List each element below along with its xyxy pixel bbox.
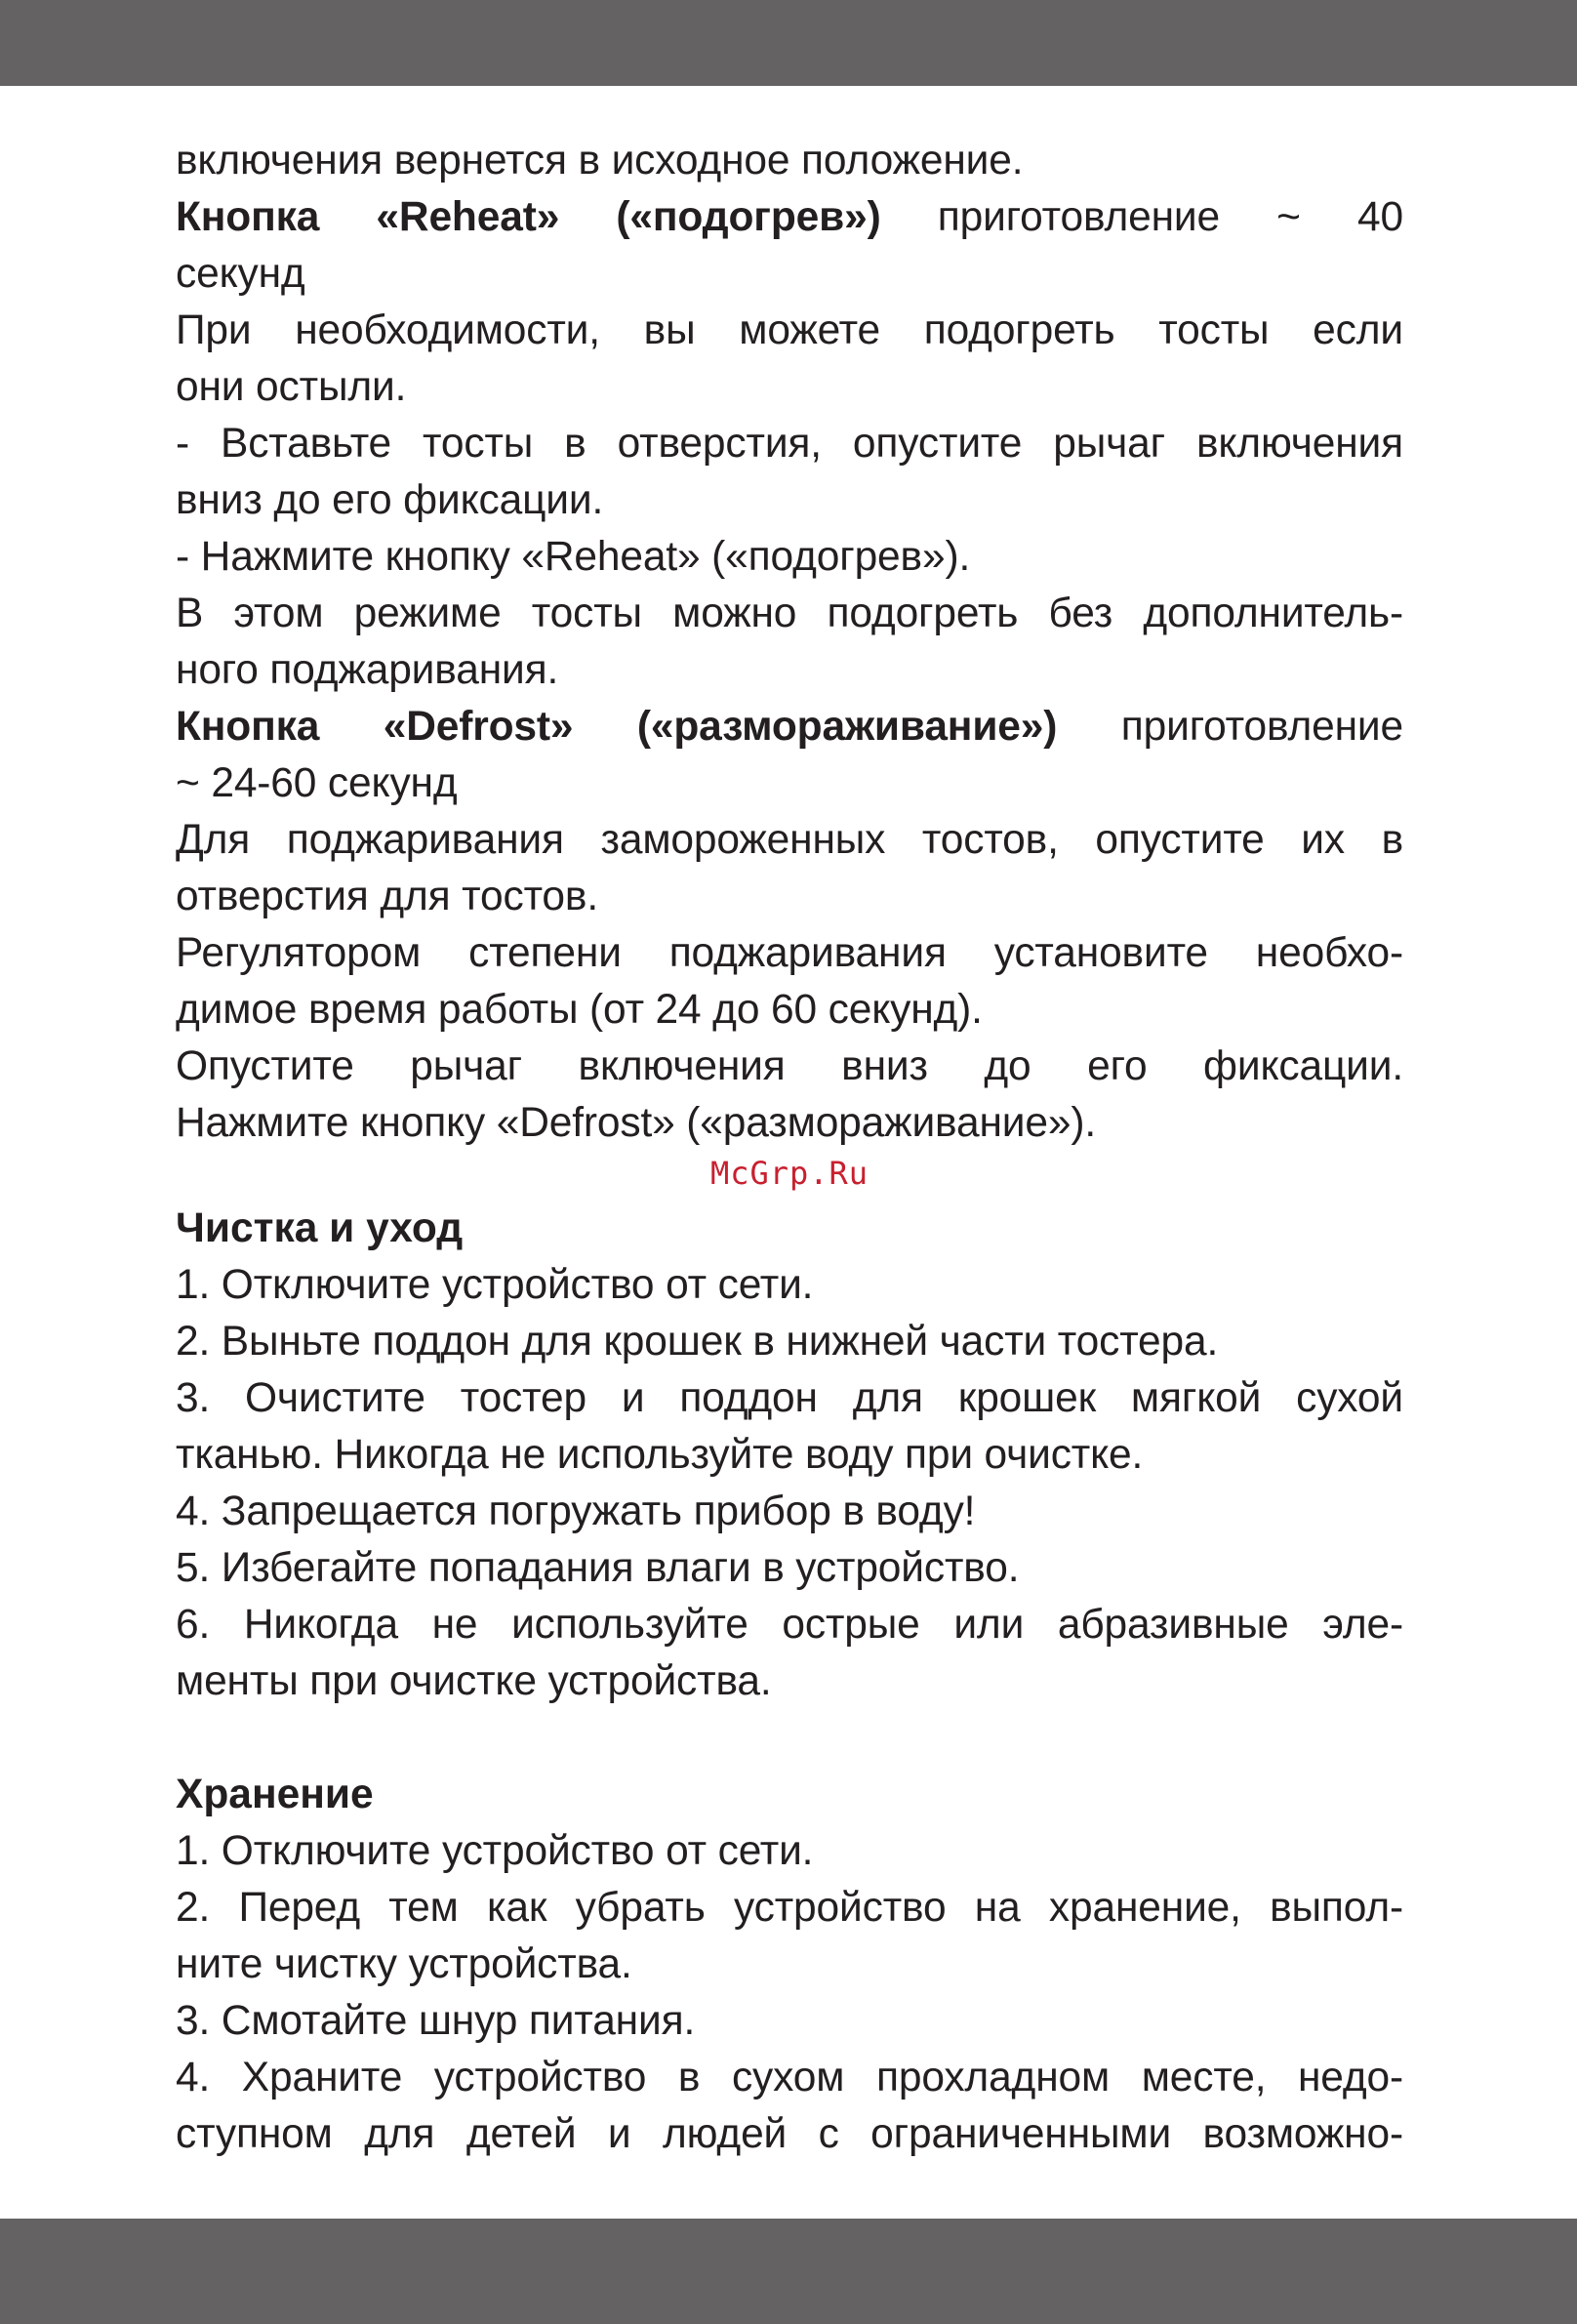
cleaning-heading: Чистка и уход — [176, 1205, 464, 1251]
storage-heading: Хранение — [176, 1772, 374, 1817]
section-gap — [176, 1710, 1403, 1767]
list-item: 2. Перед тем как убрать устройство на хранение, выпол- — [176, 1885, 1403, 1931]
list-item: 3. Смотайте шнур питания. — [176, 1998, 696, 2044]
text-line: Опустите рычаг включения вниз до его фиксации. — [176, 1043, 1403, 1089]
list-item: тканью. Никогда не используйте воду при очистке. — [176, 1432, 1144, 1478]
text-line: они остыли. — [176, 364, 407, 410]
reheat-title-line — [176, 189, 1403, 246]
list-item: 4. Храните устройство в сухом прохладном месте, недо- — [176, 2055, 1403, 2100]
text-line: При необходимости, вы можете подогреть тосты если — [176, 307, 1403, 353]
list-item: 2. Выньте поддон для крошек в нижней части тостера. — [176, 1319, 1219, 1365]
list-item: 3. Очистите тостер и поддон для крошек мягкой сухой — [176, 1375, 1403, 1421]
list-item: ните чистку устройства. — [176, 1941, 632, 1987]
text-line: ного поджаривания. — [176, 647, 559, 693]
text-line: Для поджаривания замороженных тостов, опустите их в — [176, 817, 1403, 863]
watermark: McGrp.Ru — [709, 1155, 869, 1192]
list-item: менты при очистке устройства. — [176, 1658, 772, 1704]
text-line: вниз до его фиксации. — [176, 477, 604, 523]
list-item: 1. Отключите устройство от сети. — [176, 1828, 814, 1874]
list-item: 4. Запрещается погружать прибор в воду! — [176, 1488, 976, 1534]
text-line: включения вернется в исходное положение. — [176, 138, 1024, 183]
text-line: - Вставьте тосты в отверстия, опустите рычаг включения — [176, 421, 1403, 467]
list-item: 1. Отключите устройство от сети. — [176, 1262, 814, 1308]
bottom-band — [0, 2219, 1577, 2324]
page-content — [176, 133, 1403, 2163]
text-line: ~ 24-60 секунд — [176, 760, 458, 806]
reheat-title: Кнопка «Reheat» («подогрев») — [176, 194, 881, 240]
reheat-title-tail: приготовление ~ 40 — [937, 194, 1403, 240]
text-line: - Нажмите кнопку «Reheat» («подогрев»). — [176, 534, 971, 580]
defrost-title-line — [176, 699, 1403, 755]
text-line: В этом режиме тосты можно подогреть без дополнитель- — [176, 591, 1403, 636]
list-item: 6. Никогда не используйте острые или абразивные эле- — [176, 1602, 1403, 1648]
text-line: отверстия для тостов. — [176, 874, 598, 919]
list-item: ступном для детей и людей с ограниченными возможно- — [176, 2111, 1403, 2157]
list-item: 5. Избегайте попадания влаги в устройство. — [176, 1545, 1020, 1591]
text-line: секунд — [176, 251, 305, 297]
text-line: Регулятором степени поджаривания установите необхо- — [176, 930, 1403, 976]
top-band — [0, 0, 1577, 86]
defrost-title: Кнопка «Defrost» («размораживание») — [176, 704, 1058, 750]
text-line: димое время работы (от 24 до 60 секунд). — [176, 987, 983, 1033]
text-line: Нажмите кнопку «Defrost» («размораживание»). — [176, 1100, 1097, 1146]
defrost-title-tail: приготовление — [1120, 704, 1403, 750]
